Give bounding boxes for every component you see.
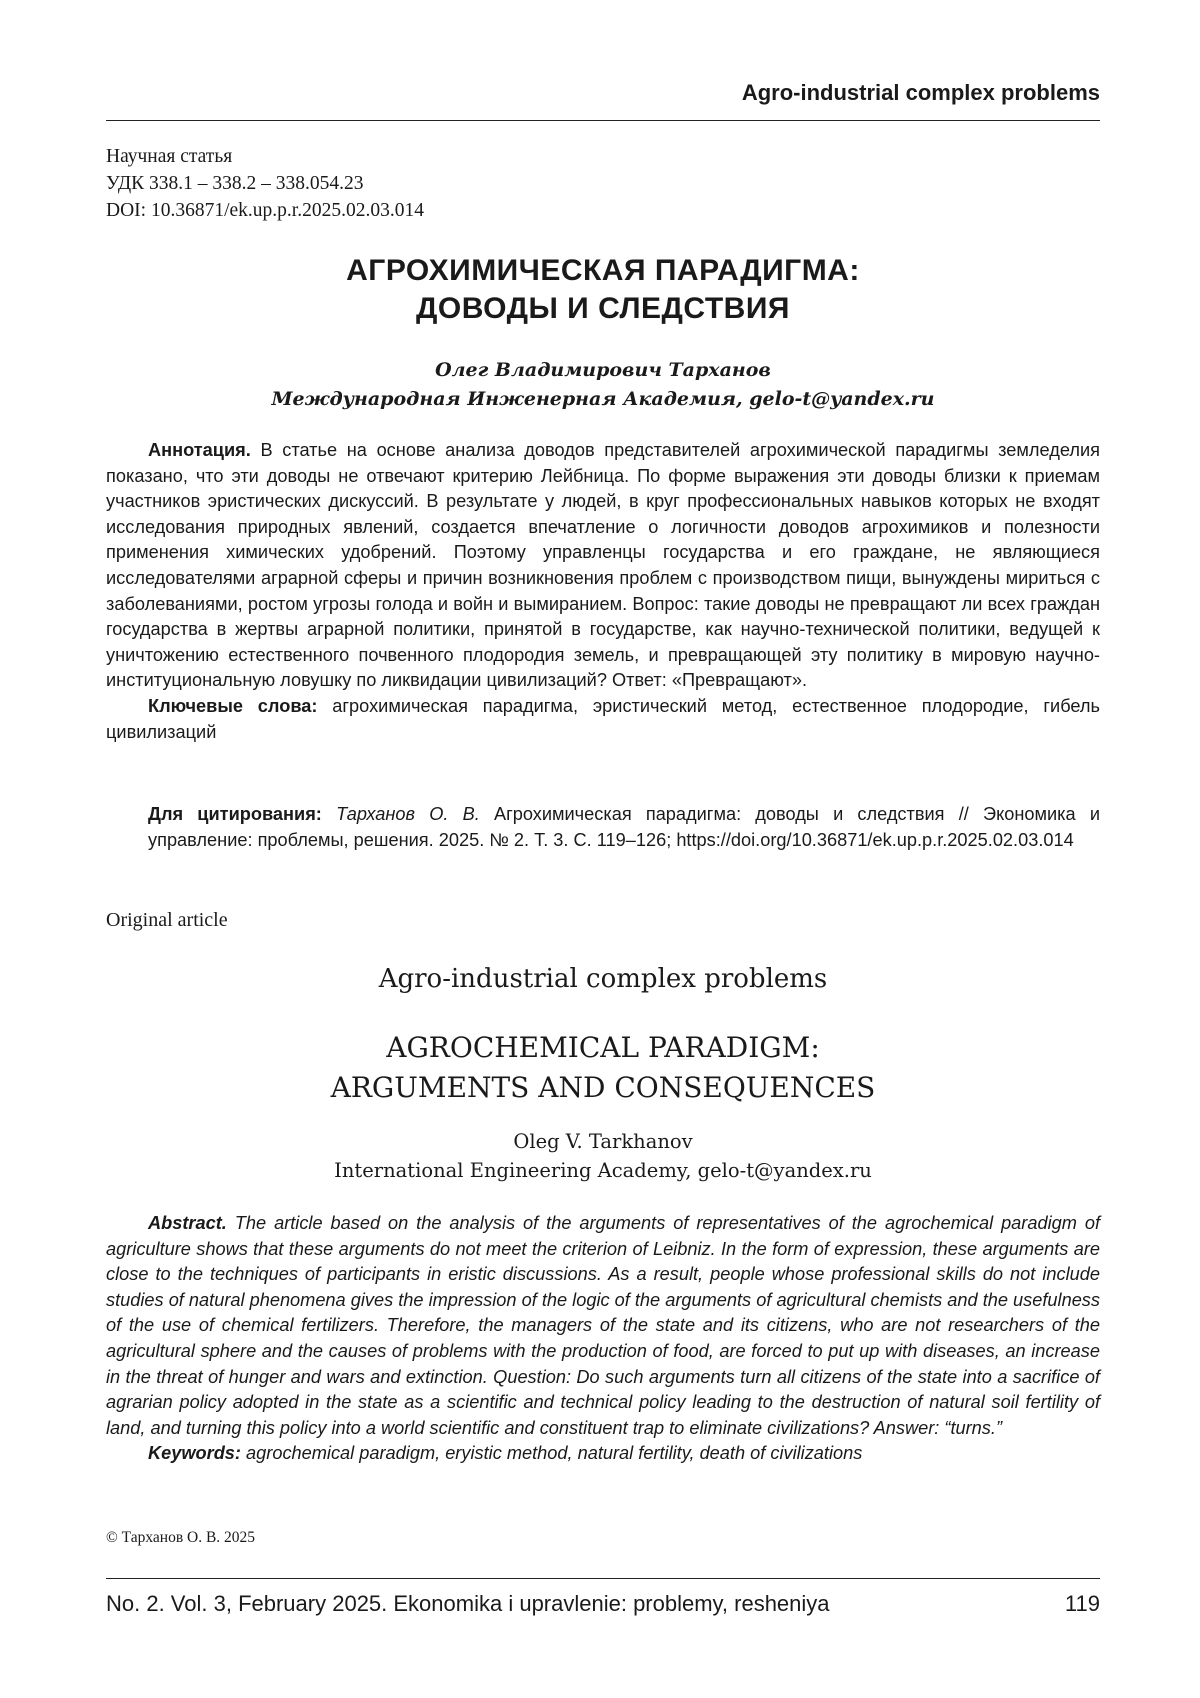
title-en [106,1028,1100,1108]
keywords-ru-text: агрохимическая парадигма, эристический метод, естественное плодородие, гибель цивилизаций [106,696,1100,742]
copyright: © Тарханов О. В. 2025 [106,1527,255,1549]
footer-journal: No. 2. Vol. 3, February 2025. Ekonomika i upravlenie: problemy, resheniya [106,1589,830,1619]
doi: DOI: 10.36871/ek.up.p.r.2025.02.03.014 [106,197,1100,224]
udc-code: УДК 338.1 – 338.2 – 338.054.23 [106,170,1100,197]
title-en-line2: ARGUMENTS AND CONSEQUENCES [106,1068,1100,1108]
author-name-ru: Олег Владимирович Тарханов [106,356,1100,385]
author-affiliation-ru: Международная Инженерная Академия, gelo-t@yandex.ru [106,385,1100,414]
author-block-en [106,1127,1100,1185]
abstract-en-label: Abstract. [148,1213,227,1233]
original-article-label: Original article [106,907,228,933]
article-meta [106,143,1100,224]
title-ru [106,252,1100,328]
abstract-ru-paragraph [106,438,1100,694]
abstract-ru [106,438,1100,745]
section-en: Agro-industrial complex problems [106,962,1100,996]
title-ru-line2: ДОВОДЫ И СЛЕДСТВИЯ [106,290,1100,328]
citation-authors: Тарханов О. В. [336,804,480,824]
abstract-en-text: The article based on the analysis of the arguments of representatives of the agrochemical paradigm of agriculture shows that these arguments do not meet the criterion of Leibniz. In the form of expression, these arguments are close to the techniques of participants in eristic discussions. As a result, people whose professional skills do not include studies of natural phenomena gives the impression of the logic of the arguments of agricultural chemists and the usefulness of the use of chemical fertilizers. Therefore, the managers of the state and its citizens, who are not researchers of the agricultural sphere and the causes of problems with the production of food, are forced to put up with diseases, an increase in the threat of hunger and wars and extinction. Question: Do such arguments turn all citizens of the state into a sacrifice of agrarian policy adopted in the state as a scientific and technical policy leading to the destruction of natural soil fertility of land, and turning this policy into a world scientific and constituent trap to eliminate civilizations? Answer: “turns.” [106,1213,1100,1438]
abstract-ru-label: Аннотация. [148,440,251,460]
author-block-ru [106,356,1100,414]
page-number: 119 [1065,1589,1100,1619]
keywords-en-paragraph [106,1441,1100,1467]
title-ru-line1: АГРОХИМИЧЕСКАЯ ПАРАДИГМА: [106,252,1100,290]
footer-divider [106,1578,1100,1579]
keywords-ru-label: Ключевые слова: [148,696,317,716]
keywords-en-text: agrochemical paradigm, eryistic method, natural fertility, death of civilizations [246,1443,862,1463]
abstract-en-paragraph [106,1211,1100,1441]
keywords-ru-paragraph [106,694,1100,745]
citation-label: Для цитирования: [148,804,322,824]
article-type: Научная статья [106,143,1100,170]
header-divider [106,120,1100,121]
author-name-en: Oleg V. Tarkhanov [106,1127,1100,1156]
abstract-en [106,1211,1100,1467]
keywords-en-label: Keywords: [148,1443,241,1463]
running-header: Agro-industrial complex problems [106,78,1100,108]
abstract-ru-text: В статье на основе анализа доводов представителей агрохимической парадигмы земледелия показано, что эти доводы не отвечают критерию Лейбница. По форме выражения эти доводы близки к приемам участников эристических дискуссий. В результате у людей, в круг профессиональных навыков которых не входят исследования природных явлений, создается впечатление о логичности доводов агрохимиков и полезности применения химических удобрений. Поэтому управленцы государства и его граждане, не являющиеся исследователями аграрной сферы и причин возникновения проблем с производством пищи, вынуждены мириться с заболеваниями, ростом угрозы голода и войн и вымиранием. Вопрос: такие доводы не превращают ли всех граждан государства в жертвы аграрной политики, принятой в государстве, как научно-технической политики, ведущей к уничтожению естественного почвенного плодородия земель, и превращающей эту политику в мировую научно-институциональную ловушку по ликвидации цивилизаций? Ответ: «Превращают». [106,440,1100,690]
title-en-line1: AGROCHEMICAL PARADIGM: [106,1028,1100,1068]
citation-text: Агрохимическая парадигма: доводы и следствия // Экономика и управление: проблемы, решения. 2025. № 2. Т. 3. С. 119–126; https://doi.org/10.36871/ek.up.p.r.2025.02.03.014 [148,804,1100,850]
author-affiliation-en: International Engineering Academy, gelo-t@yandex.ru [106,1156,1100,1185]
page [0,0,1200,1698]
citation [148,802,1100,853]
